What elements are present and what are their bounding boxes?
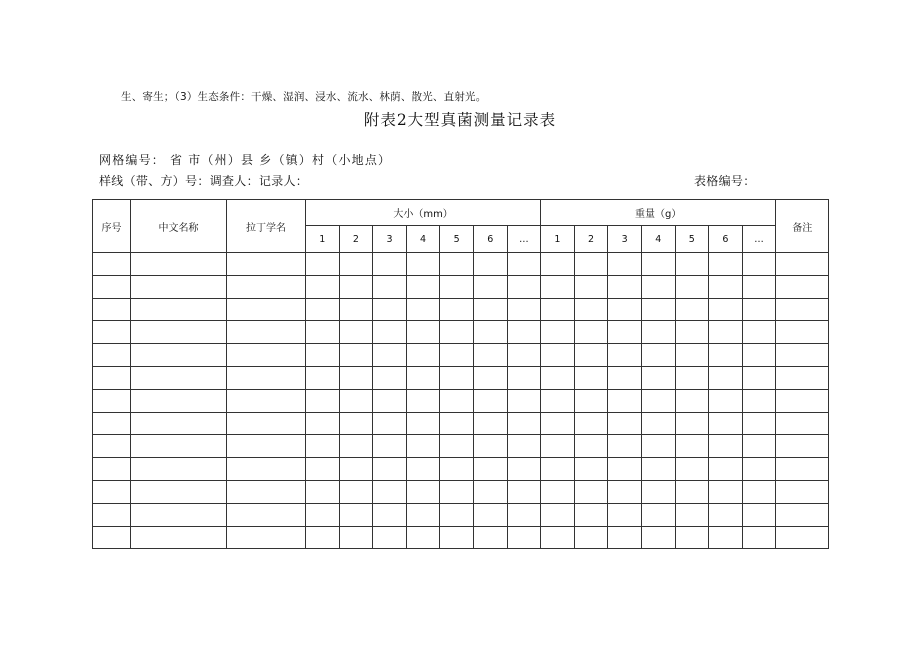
table-cell bbox=[406, 298, 440, 321]
table-cell bbox=[641, 526, 675, 549]
table-cell bbox=[675, 389, 709, 412]
table-cell bbox=[339, 321, 373, 344]
table-cell bbox=[440, 275, 474, 298]
table-row bbox=[93, 275, 829, 298]
table-cell bbox=[473, 526, 507, 549]
table-cell bbox=[306, 458, 340, 481]
table-row bbox=[93, 480, 829, 503]
table-cell bbox=[541, 458, 575, 481]
table-cell bbox=[406, 526, 440, 549]
table-cell bbox=[473, 253, 507, 276]
table-cell bbox=[675, 480, 709, 503]
table-cell bbox=[440, 435, 474, 458]
table-cell bbox=[675, 526, 709, 549]
table-cell bbox=[339, 253, 373, 276]
table-cell bbox=[339, 366, 373, 389]
table-row bbox=[93, 435, 829, 458]
table-cell bbox=[131, 503, 227, 526]
table-cell bbox=[339, 298, 373, 321]
table-cell bbox=[709, 389, 743, 412]
table-cell bbox=[406, 389, 440, 412]
table-cell bbox=[93, 366, 131, 389]
table-cell bbox=[541, 298, 575, 321]
table-cell bbox=[608, 344, 642, 367]
table-cell bbox=[507, 412, 541, 435]
table-cell bbox=[339, 526, 373, 549]
header-seq: 序号 bbox=[93, 200, 131, 253]
table-cell bbox=[227, 389, 306, 412]
table-cell bbox=[93, 275, 131, 298]
table-cell bbox=[709, 253, 743, 276]
table-number-label: 表格编号： bbox=[694, 174, 756, 188]
table-cell bbox=[776, 435, 829, 458]
table-cell bbox=[709, 503, 743, 526]
table-cell bbox=[709, 298, 743, 321]
table-cell bbox=[507, 275, 541, 298]
table-cell bbox=[776, 253, 829, 276]
table-cell bbox=[776, 344, 829, 367]
table-cell bbox=[776, 298, 829, 321]
table-body bbox=[93, 253, 829, 549]
table-cell bbox=[675, 458, 709, 481]
table-cell bbox=[93, 480, 131, 503]
table-cell bbox=[709, 321, 743, 344]
table-cell bbox=[776, 526, 829, 549]
table-cell bbox=[608, 366, 642, 389]
size-col-header: 3 bbox=[373, 226, 407, 253]
table-cell bbox=[440, 344, 474, 367]
table-cell bbox=[339, 480, 373, 503]
table-cell bbox=[373, 503, 407, 526]
table-cell bbox=[227, 458, 306, 481]
size-col-header: 5 bbox=[440, 226, 474, 253]
table-cell bbox=[641, 503, 675, 526]
table-cell bbox=[507, 253, 541, 276]
table-cell bbox=[339, 275, 373, 298]
table-cell bbox=[339, 435, 373, 458]
table-cell bbox=[541, 275, 575, 298]
table-cell bbox=[306, 275, 340, 298]
table-cell bbox=[440, 526, 474, 549]
table-cell bbox=[541, 503, 575, 526]
table-row bbox=[93, 526, 829, 549]
table-cell bbox=[131, 253, 227, 276]
table-row bbox=[93, 253, 829, 276]
weight-col-header: 5 bbox=[675, 226, 709, 253]
table-cell bbox=[608, 389, 642, 412]
table-cell bbox=[541, 389, 575, 412]
table-cell bbox=[227, 526, 306, 549]
table-cell bbox=[675, 253, 709, 276]
table-cell bbox=[131, 458, 227, 481]
weight-col-header: 2 bbox=[574, 226, 608, 253]
table-cell bbox=[507, 344, 541, 367]
table-cell bbox=[373, 435, 407, 458]
header-remarks: 备注 bbox=[776, 200, 829, 253]
table-cell bbox=[339, 344, 373, 367]
table-row bbox=[93, 503, 829, 526]
table-cell bbox=[776, 458, 829, 481]
size-col-header: 1 bbox=[306, 226, 340, 253]
table-cell bbox=[406, 366, 440, 389]
table-cell bbox=[93, 321, 131, 344]
table-cell bbox=[776, 480, 829, 503]
table-cell bbox=[131, 389, 227, 412]
table-cell bbox=[574, 275, 608, 298]
table-cell bbox=[227, 503, 306, 526]
table-cell bbox=[373, 458, 407, 481]
header-size-group: 大小（mm） bbox=[306, 200, 541, 226]
table-cell bbox=[541, 344, 575, 367]
table-cell bbox=[131, 321, 227, 344]
table-cell bbox=[641, 412, 675, 435]
table-cell bbox=[776, 412, 829, 435]
table-cell bbox=[742, 321, 776, 344]
table-cell bbox=[227, 298, 306, 321]
size-col-header: 2 bbox=[339, 226, 373, 253]
table-cell bbox=[608, 526, 642, 549]
table-cell bbox=[709, 480, 743, 503]
table-cell bbox=[227, 480, 306, 503]
table-cell bbox=[339, 412, 373, 435]
table-cell bbox=[373, 344, 407, 367]
size-col-header: … bbox=[507, 226, 541, 253]
table-cell bbox=[574, 321, 608, 344]
weight-col-header: … bbox=[742, 226, 776, 253]
table-cell bbox=[742, 275, 776, 298]
table-cell bbox=[227, 344, 306, 367]
table-cell bbox=[742, 366, 776, 389]
table-cell bbox=[227, 321, 306, 344]
table-cell bbox=[473, 458, 507, 481]
table-cell bbox=[406, 480, 440, 503]
table-cell bbox=[227, 275, 306, 298]
table-cell bbox=[373, 480, 407, 503]
table-cell bbox=[574, 458, 608, 481]
table-row bbox=[93, 321, 829, 344]
weight-col-header: 4 bbox=[641, 226, 675, 253]
table-cell bbox=[373, 389, 407, 412]
table-row bbox=[93, 344, 829, 367]
table-cell bbox=[541, 321, 575, 344]
table-cell bbox=[675, 344, 709, 367]
table-cell bbox=[709, 435, 743, 458]
table-cell bbox=[93, 253, 131, 276]
table-cell bbox=[306, 503, 340, 526]
table-row bbox=[93, 366, 829, 389]
table-cell bbox=[776, 503, 829, 526]
table-cell bbox=[306, 526, 340, 549]
table-cell bbox=[608, 480, 642, 503]
table-cell bbox=[675, 412, 709, 435]
table-cell bbox=[473, 435, 507, 458]
table-cell bbox=[473, 480, 507, 503]
table-cell bbox=[440, 389, 474, 412]
table-cell bbox=[675, 321, 709, 344]
table-row bbox=[93, 458, 829, 481]
table-cell bbox=[131, 526, 227, 549]
table-cell bbox=[742, 458, 776, 481]
table-cell bbox=[227, 253, 306, 276]
table-cell bbox=[131, 298, 227, 321]
table-cell bbox=[507, 366, 541, 389]
table-cell bbox=[641, 298, 675, 321]
table-cell bbox=[306, 321, 340, 344]
table-cell bbox=[675, 366, 709, 389]
table-cell bbox=[641, 458, 675, 481]
table-cell bbox=[776, 321, 829, 344]
table-cell bbox=[406, 503, 440, 526]
table-cell bbox=[373, 321, 407, 344]
table-cell bbox=[709, 366, 743, 389]
grid-number-line: 网格编号： 省 市（州）县 乡（镇）村（小地点） bbox=[99, 153, 392, 167]
table-cell bbox=[306, 480, 340, 503]
table-cell bbox=[742, 435, 776, 458]
table-cell bbox=[742, 480, 776, 503]
table-cell bbox=[473, 298, 507, 321]
table-cell bbox=[339, 503, 373, 526]
table-cell bbox=[440, 503, 474, 526]
table-cell bbox=[227, 412, 306, 435]
table-cell bbox=[541, 366, 575, 389]
table-cell bbox=[641, 435, 675, 458]
table-cell bbox=[406, 275, 440, 298]
table-cell bbox=[473, 389, 507, 412]
table-cell bbox=[373, 412, 407, 435]
table-cell bbox=[709, 412, 743, 435]
table-cell bbox=[608, 412, 642, 435]
table-cell bbox=[641, 275, 675, 298]
table-cell bbox=[227, 435, 306, 458]
table-cell bbox=[574, 389, 608, 412]
weight-col-header: 3 bbox=[608, 226, 642, 253]
table-cell bbox=[742, 412, 776, 435]
table-cell bbox=[776, 366, 829, 389]
table-row bbox=[93, 389, 829, 412]
table-row bbox=[93, 412, 829, 435]
table-cell bbox=[406, 458, 440, 481]
table-cell bbox=[131, 435, 227, 458]
table-cell bbox=[641, 253, 675, 276]
table-cell bbox=[306, 412, 340, 435]
table-cell bbox=[742, 298, 776, 321]
weight-col-header: 1 bbox=[541, 226, 575, 253]
table-cell bbox=[306, 344, 340, 367]
table-cell bbox=[709, 458, 743, 481]
table-cell bbox=[473, 366, 507, 389]
table-cell bbox=[608, 275, 642, 298]
table-cell bbox=[339, 389, 373, 412]
table-cell bbox=[373, 366, 407, 389]
table-cell bbox=[574, 366, 608, 389]
table-cell bbox=[641, 344, 675, 367]
table-cell bbox=[507, 321, 541, 344]
table-cell bbox=[574, 298, 608, 321]
table-row bbox=[93, 298, 829, 321]
table-cell bbox=[440, 366, 474, 389]
table-cell bbox=[306, 253, 340, 276]
table-cell bbox=[541, 526, 575, 549]
table-cell bbox=[440, 458, 474, 481]
table-cell bbox=[574, 526, 608, 549]
header-weight-group: 重量（g） bbox=[541, 200, 776, 226]
table-cell bbox=[507, 526, 541, 549]
table-cell bbox=[406, 412, 440, 435]
table-cell bbox=[93, 412, 131, 435]
table-cell bbox=[675, 435, 709, 458]
table-cell bbox=[131, 412, 227, 435]
table-cell bbox=[406, 321, 440, 344]
table-cell bbox=[608, 458, 642, 481]
table-cell bbox=[507, 435, 541, 458]
table-cell bbox=[93, 526, 131, 549]
table-cell bbox=[574, 435, 608, 458]
table-cell bbox=[306, 366, 340, 389]
table-cell bbox=[608, 298, 642, 321]
table-cell bbox=[541, 435, 575, 458]
table-cell bbox=[373, 253, 407, 276]
table-cell bbox=[507, 458, 541, 481]
table-cell bbox=[373, 275, 407, 298]
header-latin-name: 拉丁学名 bbox=[227, 200, 306, 253]
table-cell bbox=[641, 321, 675, 344]
table-cell bbox=[675, 298, 709, 321]
table-cell bbox=[440, 321, 474, 344]
page-title: 附表2大型真菌测量记录表 bbox=[363, 111, 557, 129]
table-cell bbox=[473, 344, 507, 367]
measurement-record-table bbox=[92, 199, 829, 549]
table-cell bbox=[742, 503, 776, 526]
table-cell bbox=[473, 412, 507, 435]
size-col-header: 4 bbox=[406, 226, 440, 253]
table-cell bbox=[440, 298, 474, 321]
table-cell bbox=[306, 298, 340, 321]
table-cell bbox=[131, 344, 227, 367]
table-cell bbox=[131, 275, 227, 298]
table-cell bbox=[93, 298, 131, 321]
table-cell bbox=[93, 503, 131, 526]
table-cell bbox=[641, 366, 675, 389]
table-cell bbox=[541, 480, 575, 503]
table-cell bbox=[473, 275, 507, 298]
table-cell bbox=[641, 389, 675, 412]
table-cell bbox=[742, 344, 776, 367]
table-cell bbox=[406, 344, 440, 367]
table-cell bbox=[608, 503, 642, 526]
table-cell bbox=[608, 321, 642, 344]
table-cell bbox=[709, 344, 743, 367]
table-cell bbox=[776, 275, 829, 298]
table-cell bbox=[373, 526, 407, 549]
transect-line: 样线（带、方）号：调查人：记录人： bbox=[99, 174, 309, 188]
table-cell bbox=[742, 253, 776, 276]
table-cell bbox=[93, 458, 131, 481]
header-chinese-name: 中文名称 bbox=[131, 200, 227, 253]
table-cell bbox=[675, 503, 709, 526]
table-cell bbox=[608, 435, 642, 458]
table-cell bbox=[574, 480, 608, 503]
table-cell bbox=[507, 480, 541, 503]
table-cell bbox=[574, 253, 608, 276]
table-cell bbox=[93, 344, 131, 367]
table-cell bbox=[574, 412, 608, 435]
table-cell bbox=[776, 389, 829, 412]
table-cell bbox=[742, 389, 776, 412]
weight-col-header: 6 bbox=[709, 226, 743, 253]
size-col-header: 6 bbox=[473, 226, 507, 253]
table-cell bbox=[306, 389, 340, 412]
table-cell bbox=[131, 366, 227, 389]
table-cell bbox=[93, 435, 131, 458]
table-cell bbox=[709, 526, 743, 549]
table-cell bbox=[541, 253, 575, 276]
table-cell bbox=[406, 435, 440, 458]
table-cell bbox=[440, 253, 474, 276]
table-cell bbox=[339, 458, 373, 481]
table-cell bbox=[641, 480, 675, 503]
table-cell bbox=[742, 526, 776, 549]
table-cell bbox=[574, 344, 608, 367]
table-cell bbox=[227, 366, 306, 389]
table-cell bbox=[541, 412, 575, 435]
table-cell bbox=[306, 435, 340, 458]
table-cell bbox=[440, 480, 474, 503]
table-cell bbox=[93, 389, 131, 412]
table-cell bbox=[574, 503, 608, 526]
table-cell bbox=[131, 480, 227, 503]
table-cell bbox=[507, 389, 541, 412]
table-cell bbox=[507, 503, 541, 526]
table-cell bbox=[406, 253, 440, 276]
table-cell bbox=[373, 298, 407, 321]
table-cell bbox=[473, 321, 507, 344]
intro-text-line: 生、寄生；（3）生态条件：干燥、湿润、浸水、流水、林荫、散光、直射光。 bbox=[121, 91, 487, 103]
table-cell bbox=[440, 412, 474, 435]
table-cell bbox=[675, 275, 709, 298]
table-cell bbox=[473, 503, 507, 526]
table-cell bbox=[608, 253, 642, 276]
table-cell bbox=[709, 275, 743, 298]
table-cell bbox=[507, 298, 541, 321]
